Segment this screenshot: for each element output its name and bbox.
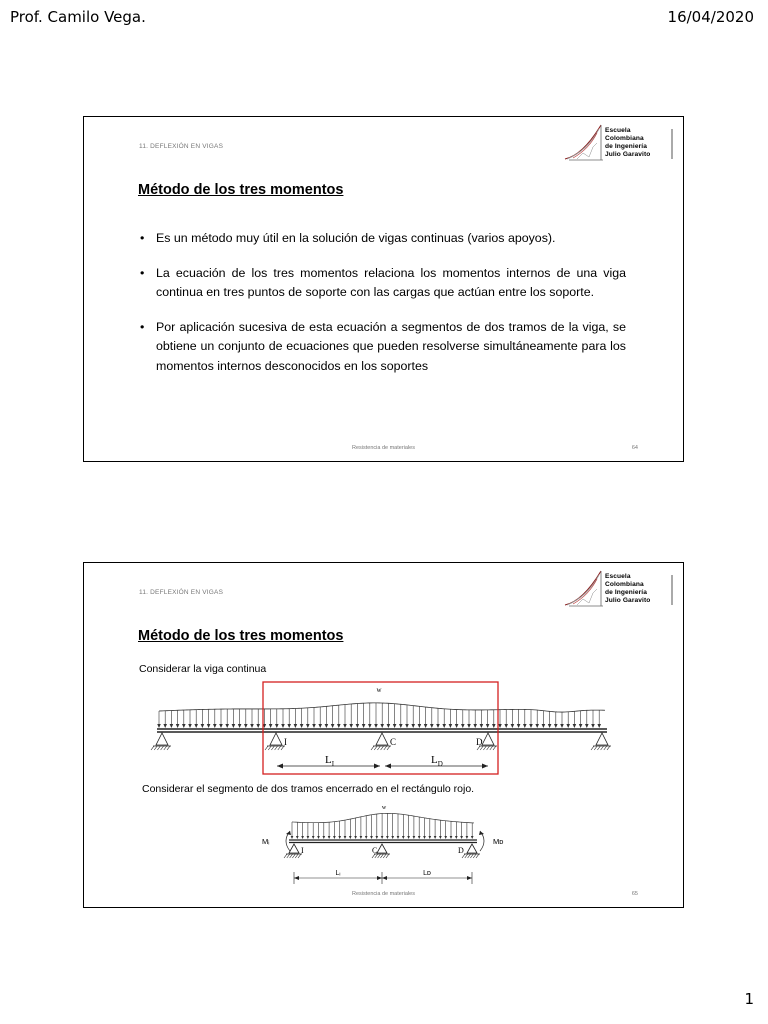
arrowhead — [455, 836, 458, 839]
arrowhead — [301, 836, 304, 839]
bullet-list — [140, 229, 626, 391]
arrowhead — [370, 836, 373, 839]
bullet-item: • Es un método muy útil en la solución de vigas continuas (varios apoyos). — [140, 229, 626, 249]
arrowhead — [333, 836, 336, 839]
pin-support-icon — [289, 844, 299, 853]
caption-continuous-beam: Considerar la viga continua — [139, 663, 267, 675]
logo-mark-icon — [563, 123, 607, 163]
moment-label-left: Mᵢ — [262, 837, 270, 846]
support-label-c: C — [372, 846, 378, 855]
arrowhead — [386, 836, 389, 839]
ground-hatch — [468, 854, 471, 858]
arrowhead — [444, 836, 447, 839]
support-label-c: C — [390, 737, 397, 747]
load-label: w — [376, 686, 382, 694]
support-label-d: D — [476, 737, 483, 747]
support-label-i: I — [284, 737, 287, 747]
support-label-i: I — [301, 846, 304, 855]
arrowhead — [391, 836, 394, 839]
arrowhead — [434, 836, 437, 839]
arrowhead — [365, 836, 368, 839]
arrowhead — [418, 836, 421, 839]
arrowhead — [460, 836, 463, 839]
arrowhead — [344, 836, 347, 839]
pin-support-icon — [377, 844, 387, 853]
author-header: Prof. Camilo Vega. — [10, 8, 146, 26]
span-label-i: $L_I$ — [325, 754, 335, 768]
section-label: 11. DEFLEXIÓN EN VIGAS — [139, 589, 224, 596]
span-label-i: Lᵢ — [335, 870, 341, 877]
load-curve — [292, 813, 474, 823]
slide-65 — [83, 562, 684, 908]
arrowhead — [375, 836, 378, 839]
slide-title: Método de los tres momentos — [138, 182, 344, 198]
load-label: w — [381, 805, 387, 811]
arrowhead — [312, 836, 315, 839]
ground-hatch — [287, 854, 290, 858]
ground-hatch — [295, 854, 298, 858]
logo-text: Escuela Colombiana de Ingeniería Julio Garavito — [605, 127, 651, 158]
arrowhead — [471, 836, 474, 839]
arrowhead — [349, 836, 352, 839]
distributed-load-arrows — [291, 813, 474, 839]
arrowhead — [450, 836, 453, 839]
ground-hatch — [383, 854, 386, 858]
arrowhead — [413, 836, 416, 839]
supports — [284, 844, 480, 858]
arrowhead — [407, 836, 410, 839]
arrowhead — [322, 836, 325, 839]
arrowhead — [294, 876, 299, 880]
ground-hatch — [292, 854, 295, 858]
arrowhead — [467, 876, 472, 880]
arrowhead — [291, 836, 294, 839]
logo-text: Escuela Colombiana de Ingeniería Julio Garavito — [605, 573, 651, 604]
caption-two-span-segment: Considerar el segmento de dos tramos encerrado en el rectángulo rojo. — [142, 783, 475, 795]
arrowhead — [423, 836, 426, 839]
arrowhead — [428, 836, 431, 839]
slide-number: 65 — [631, 891, 638, 897]
arrowhead — [354, 836, 357, 839]
arrowhead — [338, 836, 341, 839]
arrowhead — [479, 831, 484, 835]
two-span-segment-diagram — [84, 563, 682, 907]
ground-hatch — [290, 854, 293, 858]
ground-hatch — [473, 854, 476, 858]
ground-hatch — [465, 854, 468, 858]
ground-hatch — [386, 854, 389, 858]
ground-hatch — [284, 854, 287, 858]
arrowhead — [439, 836, 442, 839]
support-label-d: D — [458, 846, 464, 855]
date-header: 16/04/2020 — [667, 8, 754, 26]
arrowhead — [328, 836, 331, 839]
arrowhead — [307, 836, 310, 839]
arrowhead — [360, 836, 363, 839]
arrowhead — [466, 836, 469, 839]
span-label-d: Lᴅ — [423, 870, 431, 877]
slide-64 — [83, 116, 684, 462]
pin-support-icon — [467, 844, 477, 853]
bullet-item: • Por aplicación sucesiva de esta ecuación a segmentos de dos tramos de la viga, se obtiene un conjunto de ecuaciones que pueden resolverse simultáneamente para los momentos internos desconocidos en los soportes — [140, 318, 626, 377]
arrowhead — [377, 876, 382, 880]
arrowhead — [381, 836, 384, 839]
ground-hatch — [380, 854, 383, 858]
ground-hatch — [476, 854, 479, 858]
slide-footer: Resistencia de materiales — [352, 445, 415, 451]
slide-number: 64 — [631, 445, 638, 451]
section-label: 11. DEFLEXIÓN EN VIGAS — [139, 143, 224, 150]
page-number: 1 — [744, 990, 754, 1008]
slide-footer: Resistencia de materiales — [352, 891, 415, 897]
span-label-d: $L_D$ — [431, 754, 443, 768]
moment-label-right: Mᴅ — [493, 837, 504, 846]
slide-title: Método de los tres momentos — [138, 628, 344, 644]
ground-hatch — [470, 854, 473, 858]
arrowhead — [397, 836, 400, 839]
arrowhead — [296, 836, 299, 839]
arrowhead — [382, 876, 387, 880]
logo-vertical-strip — [669, 125, 675, 163]
ground-hatch — [378, 854, 381, 858]
arrowhead — [286, 831, 291, 835]
arrowhead — [317, 836, 320, 839]
arrowhead — [402, 836, 405, 839]
bullet-item: • La ecuación de los tres momentos relaciona los momentos internos de una viga continua en tres puntos de soporte con las cargas que actúan entre los soporte. — [140, 264, 626, 303]
school-logo — [563, 123, 675, 163]
